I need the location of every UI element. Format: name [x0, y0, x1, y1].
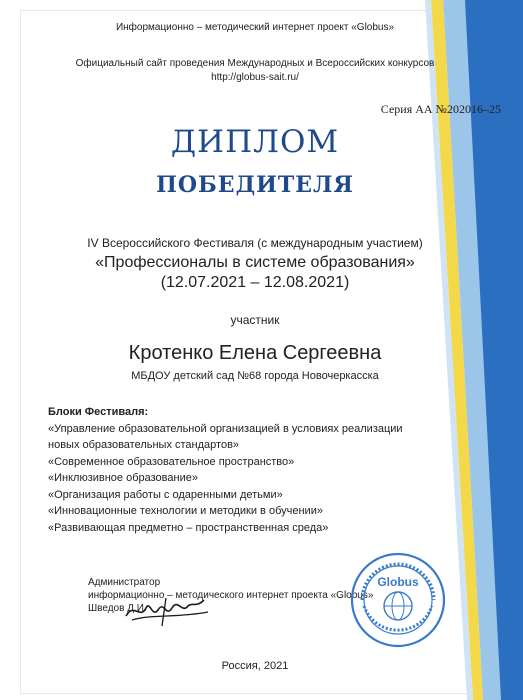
role-label: участник	[230, 313, 280, 327]
footer-location: Россия, 2021	[221, 660, 289, 672]
list-item: «Управление образовательной организацией в условиях реализации	[48, 422, 403, 435]
globus-stamp	[348, 550, 448, 650]
admin-project: информационно – методического интернет проекта «Globus»	[88, 590, 374, 601]
festival-line: IV Всероссийского Фестиваля (с международным участием)	[87, 236, 423, 250]
signature	[122, 590, 212, 630]
festival-name: «Профессионалы в системе образования»	[95, 254, 415, 271]
stamp-text: Globus	[377, 575, 419, 589]
blocks-heading: Блоки Фестиваля:	[48, 406, 149, 418]
person-name: Кротенко Елена Сергеевна	[128, 342, 382, 364]
site-line: Официальный сайт проведения Международных и Всероссийских конкурсов	[75, 58, 435, 69]
festival-blocks	[48, 404, 468, 536]
diploma-title: ДИПЛОМ	[170, 124, 340, 160]
project-line: Информационно – методический интернет проект «Globus»	[115, 22, 395, 33]
list-item: «Современное образовательное пространство»	[48, 455, 295, 468]
site-url[interactable]: http://globus-sait.ru/	[211, 72, 299, 83]
person-org: МБДОУ детский сад №68 города Новочеркасска	[131, 370, 379, 382]
diploma-subtitle: ПОБЕДИТЕЛЯ	[156, 172, 354, 198]
admin-name: Шведов Д.И.	[88, 603, 147, 614]
list-item: «Организация работы с одаренными детьми»	[48, 488, 283, 501]
list-item: «Инклюзивное образование»	[48, 472, 198, 484]
series-number: Серия АА №202016–25	[380, 102, 501, 116]
admin-title: Администратор	[88, 577, 161, 588]
festival-dates: (12.07.2021 – 12.08.2021)	[160, 274, 350, 291]
list-item: «Развивающая предметно – пространственная среда»	[48, 521, 329, 534]
list-item: «Инновационные технологии и методики в обучении»	[48, 505, 323, 517]
list-item: новых образовательных стандартов»	[48, 439, 240, 451]
